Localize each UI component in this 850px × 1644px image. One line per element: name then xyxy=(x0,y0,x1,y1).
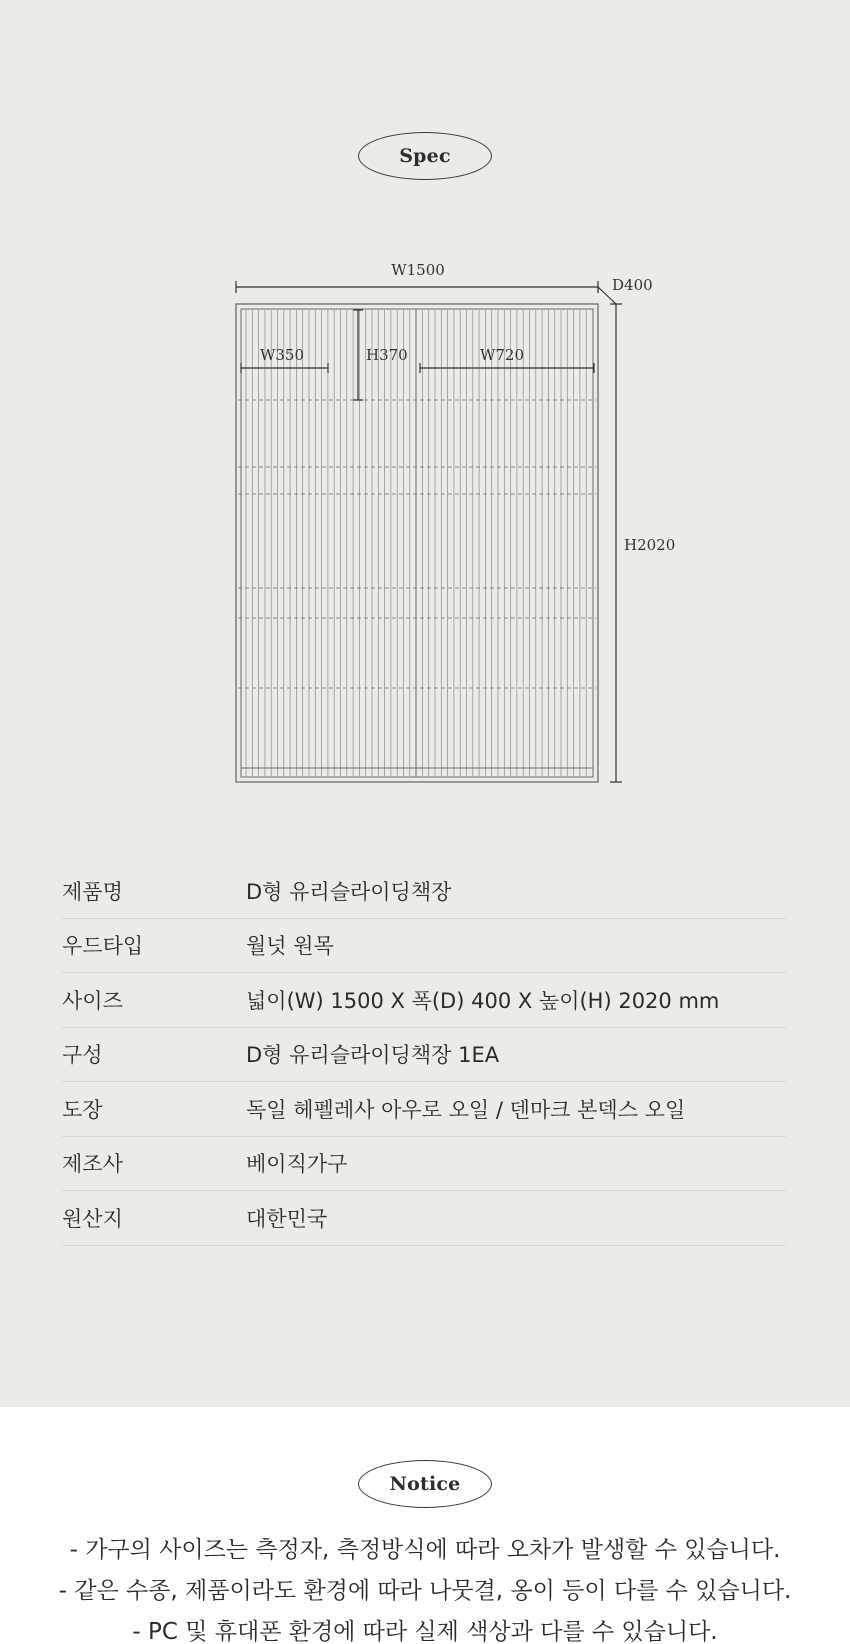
bookcase-drawing xyxy=(236,304,598,782)
spec-row-finish xyxy=(62,1082,786,1137)
notice-line: - 같은 수종, 제품이라도 환경에 따라 나뭇결, 옹이 등이 다를 수 있습니다. xyxy=(58,1578,792,1604)
dim-height-total: H2020 xyxy=(624,536,676,554)
spec-row-composition xyxy=(62,1028,786,1083)
notice-line: - PC 및 휴대폰 환경에 따라 실제 색상과 다를 수 있습니다. xyxy=(132,1619,718,1644)
spec-value: 독일 헤펠레사 아우로 오일 / 덴마크 본덱스 오일 xyxy=(246,1097,686,1122)
spec-label: 제조사 xyxy=(62,1152,123,1177)
spec-label: 사이즈 xyxy=(62,988,123,1013)
spec-row-origin xyxy=(62,1191,786,1246)
spec-row-product-name xyxy=(62,864,786,919)
spec-value: 대한민국 xyxy=(246,1206,328,1231)
spec-label: 도장 xyxy=(62,1097,103,1122)
notice-list xyxy=(0,1530,850,1644)
spec-row-wood-type xyxy=(62,919,786,974)
dim-width-total: W1500 xyxy=(391,261,445,279)
spec-value: 베이직가구 xyxy=(246,1152,348,1177)
spec-row-manufacturer xyxy=(62,1137,786,1192)
notice-line: - 가구의 사이즈는 측정자, 측정방식에 따라 오차가 발생할 수 있습니다. xyxy=(69,1537,781,1563)
spec-label: 제품명 xyxy=(62,879,123,904)
bookcase-inner-frame xyxy=(241,309,593,777)
dim-inner-width-left: W350 xyxy=(259,346,305,364)
spec-title-badge: Spec xyxy=(358,132,492,180)
spec-value: D형 유리슬라이딩책장 xyxy=(246,879,452,904)
spec-value: 넓이(W) 1500 X 폭(D) 400 X 높이(H) 2020 mm xyxy=(246,988,720,1013)
spec-value: D형 유리슬라이딩책장 1EA xyxy=(246,1043,500,1068)
dim-depth: D400 xyxy=(612,276,653,294)
spec-row-size xyxy=(62,973,786,1028)
spec-value: 월넛 원목 xyxy=(246,934,334,959)
spec-label: 원산지 xyxy=(62,1206,123,1231)
notice-title-badge: Notice xyxy=(358,1460,492,1508)
spec-label: 우드타입 xyxy=(62,934,144,959)
dim-inner-height: H370 xyxy=(366,346,408,364)
dim-inner-width-right: W720 xyxy=(479,346,525,364)
bookcase-dimension-diagram xyxy=(0,0,850,800)
spec-table xyxy=(62,864,786,1246)
spec-label: 구성 xyxy=(62,1043,103,1068)
